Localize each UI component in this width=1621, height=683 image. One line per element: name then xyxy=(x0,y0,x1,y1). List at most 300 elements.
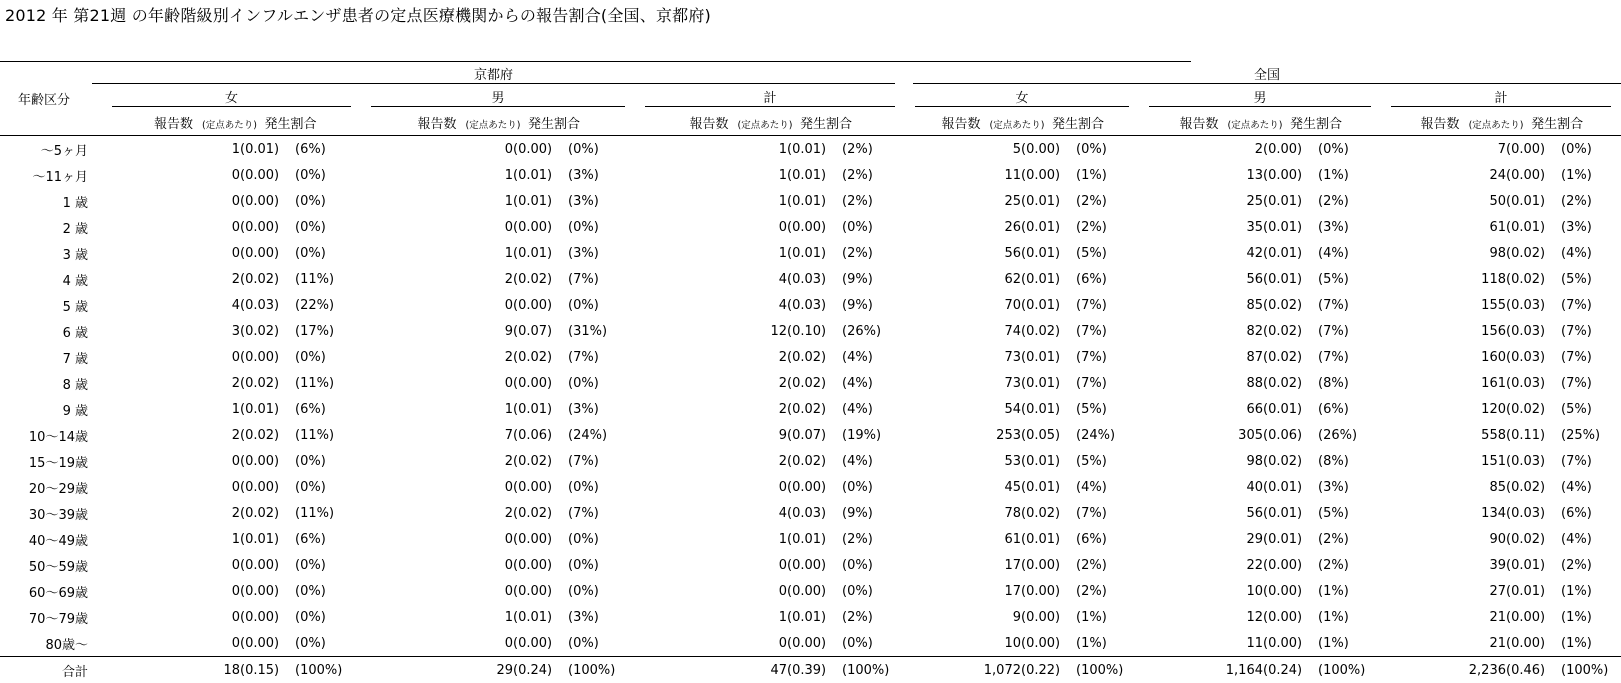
cell-per-sentinel: (0.01) xyxy=(240,396,295,422)
subcolumn-per-label: (定点あたり) xyxy=(1461,117,1531,131)
cell-ratio: (100%) xyxy=(1318,657,1381,683)
cell-count: 25 xyxy=(905,188,1021,214)
cell-count: 54 xyxy=(905,396,1021,422)
cell-count: 4 xyxy=(88,292,240,318)
cell-ratio: (0%) xyxy=(842,214,905,240)
cell-count: 0 xyxy=(635,552,787,578)
cell-count: 0 xyxy=(361,526,513,552)
cell-count: 0 xyxy=(361,292,513,318)
cell-ratio: (3%) xyxy=(568,240,635,266)
cell-per-sentinel: (0.01) xyxy=(240,136,295,163)
cell-ratio: (1%) xyxy=(1076,604,1139,630)
cell-count: 134 xyxy=(1381,500,1506,526)
cell-ratio: (2%) xyxy=(842,188,905,214)
subcolumn-header-group xyxy=(1381,109,1621,136)
cell-ratio: (7%) xyxy=(1076,500,1139,526)
cell-per-sentinel: (0.02) xyxy=(240,500,295,526)
cell-ratio: (2%) xyxy=(1076,214,1139,240)
cell-per-sentinel: (0.02) xyxy=(1263,318,1318,344)
cell-count: 1 xyxy=(88,136,240,163)
cell-count: 47 xyxy=(635,657,787,683)
cell-ratio: (3%) xyxy=(568,604,635,630)
cell-per-sentinel: (0.00) xyxy=(240,604,295,630)
subcolumn-per-label: (定点あたり) xyxy=(730,117,800,131)
cell-count: 0 xyxy=(88,240,240,266)
cell-count: 17 xyxy=(905,578,1021,604)
cell-per-sentinel: (0.01) xyxy=(1506,578,1561,604)
cell-ratio: (7%) xyxy=(1076,370,1139,396)
cell-per-sentinel: (0.01) xyxy=(1021,266,1076,292)
cell-ratio: (4%) xyxy=(1561,474,1621,500)
cell-ratio: (0%) xyxy=(842,552,905,578)
cell-count: 2 xyxy=(361,500,513,526)
cell-per-sentinel: (0.01) xyxy=(1021,292,1076,318)
cell-per-sentinel: (0.00) xyxy=(240,214,295,240)
cell-count: 2 xyxy=(361,448,513,474)
cell-ratio: (4%) xyxy=(842,396,905,422)
cell-per-sentinel: (0.02) xyxy=(1506,266,1561,292)
cell-per-sentinel: (0.01) xyxy=(1021,188,1076,214)
cell-per-sentinel: (0.22) xyxy=(1021,657,1076,683)
cell-count: 9 xyxy=(635,422,787,448)
sex-header-label: 女 xyxy=(112,87,351,107)
cell-count: 87 xyxy=(1139,344,1263,370)
cell-count: 2 xyxy=(635,344,787,370)
cell-ratio: (1%) xyxy=(1318,630,1381,657)
cell-ratio: (6%) xyxy=(1076,266,1139,292)
cell-count: 1 xyxy=(361,240,513,266)
table-row xyxy=(0,370,1621,396)
cell-per-sentinel: (0.03) xyxy=(787,500,842,526)
cell-ratio: (7%) xyxy=(568,344,635,370)
cell-count: 0 xyxy=(635,630,787,657)
cell-ratio: (3%) xyxy=(1318,214,1381,240)
cell-count: 26 xyxy=(905,214,1021,240)
cell-ratio: (7%) xyxy=(1076,292,1139,318)
subcolumn-ratio-label: 発生割合 xyxy=(528,113,580,132)
age-group-label: 60～69歳 xyxy=(0,578,88,604)
cell-ratio: (5%) xyxy=(1076,448,1139,474)
cell-per-sentinel: (0.06) xyxy=(513,422,568,448)
cell-ratio: (5%) xyxy=(1076,396,1139,422)
sex-header-label: 計 xyxy=(1391,87,1611,107)
cell-ratio: (3%) xyxy=(568,188,635,214)
age-group-header: 年齢区分 xyxy=(0,62,88,136)
table-row xyxy=(0,578,1621,604)
cell-per-sentinel: (0.01) xyxy=(1021,240,1076,266)
cell-ratio: (0%) xyxy=(568,370,635,396)
cell-per-sentinel: (0.01) xyxy=(1263,396,1318,422)
cell-count: 12 xyxy=(1139,604,1263,630)
cell-per-sentinel: (0.05) xyxy=(1021,422,1076,448)
cell-ratio: (0%) xyxy=(295,344,361,370)
cell-count: 1 xyxy=(361,188,513,214)
cell-count: 4 xyxy=(635,292,787,318)
cell-ratio: (0%) xyxy=(1318,136,1381,163)
cell-count: 22 xyxy=(1139,552,1263,578)
cell-ratio: (2%) xyxy=(842,240,905,266)
cell-per-sentinel: (0.10) xyxy=(787,318,842,344)
sex-header-kyoto-1 xyxy=(361,85,635,109)
cell-per-sentinel: (0.02) xyxy=(513,500,568,526)
cell-count: 2 xyxy=(635,448,787,474)
cell-ratio: (1%) xyxy=(1076,162,1139,188)
cell-per-sentinel: (0.01) xyxy=(1263,188,1318,214)
cell-count: 56 xyxy=(905,240,1021,266)
cell-per-sentinel: (0.02) xyxy=(1263,370,1318,396)
subcolumn-ratio-label: 発生割合 xyxy=(800,113,852,132)
sex-header-row xyxy=(0,85,1621,109)
cell-count: 3 xyxy=(88,318,240,344)
cell-count: 253 xyxy=(905,422,1021,448)
cell-count: 50 xyxy=(1381,188,1506,214)
cell-count: 155 xyxy=(1381,292,1506,318)
cell-ratio: (6%) xyxy=(1076,526,1139,552)
cell-ratio: (1%) xyxy=(1561,162,1621,188)
cell-count: 0 xyxy=(88,214,240,240)
age-group-label: 6 歳 xyxy=(0,318,88,344)
cell-per-sentinel: (0.01) xyxy=(1506,552,1561,578)
cell-ratio: (3%) xyxy=(1318,474,1381,500)
cell-count: 1 xyxy=(635,162,787,188)
cell-per-sentinel: (0.00) xyxy=(240,474,295,500)
cell-per-sentinel: (0.01) xyxy=(1506,188,1561,214)
sex-header-national-0 xyxy=(905,85,1139,109)
cell-count: 9 xyxy=(905,604,1021,630)
cell-per-sentinel: (0.02) xyxy=(1263,344,1318,370)
cell-ratio: (5%) xyxy=(1561,396,1621,422)
cell-ratio: (1%) xyxy=(1076,630,1139,657)
cell-ratio: (4%) xyxy=(1076,474,1139,500)
age-group-label: ～5ヶ月 xyxy=(0,136,88,163)
cell-per-sentinel: (0.02) xyxy=(240,422,295,448)
age-group-label: 7 歳 xyxy=(0,344,88,370)
sex-header-kyoto-2 xyxy=(635,85,905,109)
cell-ratio: (100%) xyxy=(842,657,905,683)
cell-per-sentinel: (0.00) xyxy=(1506,136,1561,163)
cell-ratio: (6%) xyxy=(295,526,361,552)
cell-count: 1 xyxy=(635,188,787,214)
table-row xyxy=(0,630,1621,657)
sex-header-label: 男 xyxy=(371,87,625,107)
table-row xyxy=(0,266,1621,292)
cell-ratio: (9%) xyxy=(842,500,905,526)
cell-count: 0 xyxy=(361,552,513,578)
cell-per-sentinel: (0.00) xyxy=(513,136,568,163)
cell-ratio: (1%) xyxy=(1318,578,1381,604)
cell-count: 0 xyxy=(361,136,513,163)
cell-ratio: (2%) xyxy=(842,136,905,163)
cell-per-sentinel: (0.24) xyxy=(1263,657,1318,683)
cell-count: 25 xyxy=(1139,188,1263,214)
subcolumn-ratio-label: 発生割合 xyxy=(1531,113,1583,132)
age-group-label: 5 歳 xyxy=(0,292,88,318)
cell-per-sentinel: (0.00) xyxy=(1506,604,1561,630)
cell-ratio: (11%) xyxy=(295,266,361,292)
cell-ratio: (17%) xyxy=(295,318,361,344)
age-group-label: 50～59歳 xyxy=(0,552,88,578)
sex-header-label: 計 xyxy=(645,87,895,107)
cell-ratio: (2%) xyxy=(1561,552,1621,578)
cell-ratio: (4%) xyxy=(842,344,905,370)
cell-per-sentinel: (0.00) xyxy=(240,448,295,474)
cell-count: 85 xyxy=(1381,474,1506,500)
cell-ratio: (0%) xyxy=(568,136,635,163)
cell-per-sentinel: (0.01) xyxy=(513,188,568,214)
cell-ratio: (0%) xyxy=(568,526,635,552)
cell-count: 2 xyxy=(88,500,240,526)
cell-count: 0 xyxy=(88,604,240,630)
cell-ratio: (100%) xyxy=(1076,657,1139,683)
cell-count: 24 xyxy=(1381,162,1506,188)
table-row xyxy=(0,422,1621,448)
cell-per-sentinel: (0.00) xyxy=(1263,552,1318,578)
cell-count: 70 xyxy=(905,292,1021,318)
cell-ratio: (7%) xyxy=(1318,292,1381,318)
age-group-label: 2 歳 xyxy=(0,214,88,240)
cell-per-sentinel: (0.01) xyxy=(240,526,295,552)
cell-count: 98 xyxy=(1139,448,1263,474)
cell-ratio: (7%) xyxy=(1561,292,1621,318)
cell-count: 1 xyxy=(635,604,787,630)
cell-count: 73 xyxy=(905,370,1021,396)
cell-ratio: (0%) xyxy=(842,578,905,604)
cell-ratio: (0%) xyxy=(1076,136,1139,163)
cell-per-sentinel: (0.02) xyxy=(787,448,842,474)
cell-count: 9 xyxy=(361,318,513,344)
cell-count: 39 xyxy=(1381,552,1506,578)
cell-count: 2 xyxy=(361,344,513,370)
cell-per-sentinel: (0.02) xyxy=(1021,318,1076,344)
cell-count: 4 xyxy=(635,266,787,292)
cell-per-sentinel: (0.00) xyxy=(787,578,842,604)
cell-per-sentinel: (0.03) xyxy=(1506,370,1561,396)
cell-ratio: (22%) xyxy=(295,292,361,318)
cell-ratio: (0%) xyxy=(568,552,635,578)
cell-per-sentinel: (0.00) xyxy=(1021,604,1076,630)
cell-per-sentinel: (0.00) xyxy=(1263,136,1318,163)
cell-count: 11 xyxy=(1139,630,1263,657)
subcolumn-per-label: (定点あたり) xyxy=(1220,117,1290,131)
cell-ratio: (7%) xyxy=(1318,344,1381,370)
cell-ratio: (7%) xyxy=(568,500,635,526)
cell-ratio: (2%) xyxy=(1076,578,1139,604)
cell-ratio: (2%) xyxy=(1076,188,1139,214)
subcolumn-count-label: 報告数 xyxy=(688,113,730,132)
cell-count: 10 xyxy=(1139,578,1263,604)
cell-per-sentinel: (0.00) xyxy=(1506,630,1561,657)
subcolumn-per-label: (定点あたり) xyxy=(982,117,1052,131)
cell-per-sentinel: (0.03) xyxy=(1506,500,1561,526)
cell-ratio: (0%) xyxy=(295,214,361,240)
page-title: 2012 年 第21週 の年齢階級別インフルエンザ患者の定点医療機関からの報告割合(全国、京都府) xyxy=(5,3,711,26)
cell-count: 5 xyxy=(905,136,1021,163)
cell-count: 0 xyxy=(635,474,787,500)
cell-count: 98 xyxy=(1381,240,1506,266)
cell-count: 160 xyxy=(1381,344,1506,370)
cell-per-sentinel: (0.00) xyxy=(1021,552,1076,578)
cell-count: 156 xyxy=(1381,318,1506,344)
cell-per-sentinel: (0.01) xyxy=(1021,474,1076,500)
cell-count: 0 xyxy=(361,214,513,240)
cell-ratio: (11%) xyxy=(295,370,361,396)
cell-ratio: (6%) xyxy=(295,136,361,163)
cell-ratio: (3%) xyxy=(568,396,635,422)
cell-per-sentinel: (0.01) xyxy=(1021,526,1076,552)
table-row xyxy=(0,292,1621,318)
cell-ratio: (8%) xyxy=(1318,448,1381,474)
region-header-national: 全国 xyxy=(905,62,1621,85)
cell-per-sentinel: (0.02) xyxy=(513,344,568,370)
cell-count: 85 xyxy=(1139,292,1263,318)
cell-ratio: (2%) xyxy=(842,162,905,188)
cell-per-sentinel: (0.01) xyxy=(1263,266,1318,292)
subcolumn-header-row xyxy=(0,109,1621,136)
cell-per-sentinel: (0.00) xyxy=(240,344,295,370)
cell-per-sentinel: (0.00) xyxy=(513,292,568,318)
cell-ratio: (7%) xyxy=(1561,370,1621,396)
age-group-label: 3 歳 xyxy=(0,240,88,266)
cell-count: 120 xyxy=(1381,396,1506,422)
cell-ratio: (4%) xyxy=(842,370,905,396)
cell-count: 1 xyxy=(88,396,240,422)
subcolumn-header-group xyxy=(88,109,361,136)
cell-per-sentinel: (0.00) xyxy=(1506,162,1561,188)
cell-per-sentinel: (0.00) xyxy=(787,474,842,500)
cell-ratio: (3%) xyxy=(568,162,635,188)
cell-per-sentinel: (0.02) xyxy=(240,318,295,344)
cell-count: 0 xyxy=(88,162,240,188)
cell-count: 0 xyxy=(88,344,240,370)
cell-ratio: (7%) xyxy=(1318,318,1381,344)
table-row xyxy=(0,396,1621,422)
cell-per-sentinel: (0.00) xyxy=(1263,162,1318,188)
age-group-label: 40～49歳 xyxy=(0,526,88,552)
age-group-label: 10～14歳 xyxy=(0,422,88,448)
cell-count: 12 xyxy=(635,318,787,344)
cell-ratio: (0%) xyxy=(568,474,635,500)
cell-count: 7 xyxy=(1381,136,1506,163)
cell-per-sentinel: (0.00) xyxy=(513,526,568,552)
cell-per-sentinel: (0.01) xyxy=(1263,474,1318,500)
cell-per-sentinel: (0.00) xyxy=(513,474,568,500)
cell-ratio: (31%) xyxy=(568,318,635,344)
cell-count: 0 xyxy=(361,630,513,657)
cell-count: 1 xyxy=(361,604,513,630)
age-group-label: 8 歳 xyxy=(0,370,88,396)
cell-per-sentinel: (0.01) xyxy=(513,162,568,188)
table-row xyxy=(0,214,1621,240)
cell-ratio: (1%) xyxy=(1561,578,1621,604)
cell-per-sentinel: (0.02) xyxy=(1263,448,1318,474)
cell-count: 4 xyxy=(635,500,787,526)
cell-ratio: (0%) xyxy=(295,578,361,604)
cell-per-sentinel: (0.06) xyxy=(1263,422,1318,448)
cell-per-sentinel: (0.03) xyxy=(787,292,842,318)
table-row xyxy=(0,344,1621,370)
cell-per-sentinel: (0.01) xyxy=(1021,214,1076,240)
cell-ratio: (6%) xyxy=(295,396,361,422)
cell-ratio: (0%) xyxy=(568,214,635,240)
table-row xyxy=(0,162,1621,188)
cell-per-sentinel: (0.02) xyxy=(1506,396,1561,422)
cell-count: 1 xyxy=(88,526,240,552)
age-group-label: 70～79歳 xyxy=(0,604,88,630)
cell-ratio: (0%) xyxy=(295,474,361,500)
subcolumn-header-group xyxy=(635,109,905,136)
cell-ratio: (4%) xyxy=(1561,240,1621,266)
cell-count: 90 xyxy=(1381,526,1506,552)
table-row xyxy=(0,604,1621,630)
cell-ratio: (5%) xyxy=(1561,266,1621,292)
cell-ratio: (19%) xyxy=(842,422,905,448)
cell-count: 1,164 xyxy=(1139,657,1263,683)
cell-ratio: (1%) xyxy=(1318,162,1381,188)
cell-ratio: (6%) xyxy=(1318,396,1381,422)
cell-per-sentinel: (0.02) xyxy=(1263,292,1318,318)
cell-per-sentinel: (0.02) xyxy=(240,370,295,396)
cell-ratio: (2%) xyxy=(1318,526,1381,552)
region-header-kyoto: 京都府 xyxy=(88,62,905,85)
cell-count: 2 xyxy=(88,370,240,396)
cell-count: 82 xyxy=(1139,318,1263,344)
cell-count: 21 xyxy=(1381,630,1506,657)
cell-count: 2 xyxy=(88,422,240,448)
cell-ratio: (0%) xyxy=(568,292,635,318)
cell-per-sentinel: (0.11) xyxy=(1506,422,1561,448)
cell-per-sentinel: (0.46) xyxy=(1506,657,1561,683)
table-row xyxy=(0,552,1621,578)
cell-per-sentinel: (0.02) xyxy=(240,266,295,292)
cell-per-sentinel: (0.00) xyxy=(513,214,568,240)
cell-per-sentinel: (0.07) xyxy=(787,422,842,448)
cell-count: 0 xyxy=(88,552,240,578)
subcolumn-header-group xyxy=(1139,109,1381,136)
cell-ratio: (5%) xyxy=(1318,500,1381,526)
cell-count: 0 xyxy=(635,578,787,604)
table-row xyxy=(0,474,1621,500)
age-group-label: 20～29歳 xyxy=(0,474,88,500)
cell-ratio: (24%) xyxy=(568,422,635,448)
cell-ratio: (0%) xyxy=(1561,136,1621,163)
cell-per-sentinel: (0.01) xyxy=(1263,500,1318,526)
cell-per-sentinel: (0.00) xyxy=(1021,136,1076,163)
cell-count: 2 xyxy=(361,266,513,292)
age-group-label: ～11ヶ月 xyxy=(0,162,88,188)
age-group-label: 15～19歳 xyxy=(0,448,88,474)
age-group-label: 30～39歳 xyxy=(0,500,88,526)
subcolumn-ratio-label: 発生割合 xyxy=(1290,113,1342,132)
cell-ratio: (24%) xyxy=(1076,422,1139,448)
cell-count: 35 xyxy=(1139,214,1263,240)
cell-count: 2 xyxy=(88,266,240,292)
cell-ratio: (1%) xyxy=(1318,604,1381,630)
cell-per-sentinel: (0.00) xyxy=(1263,630,1318,657)
cell-per-sentinel: (0.01) xyxy=(513,240,568,266)
cell-per-sentinel: (0.00) xyxy=(1263,578,1318,604)
cell-ratio: (2%) xyxy=(1561,188,1621,214)
cell-per-sentinel: (0.01) xyxy=(787,240,842,266)
cell-per-sentinel: (0.00) xyxy=(1263,604,1318,630)
subcolumn-header-group xyxy=(361,109,635,136)
cell-per-sentinel: (0.01) xyxy=(1263,526,1318,552)
cell-ratio: (2%) xyxy=(1318,552,1381,578)
cell-per-sentinel: (0.00) xyxy=(513,630,568,657)
cell-per-sentinel: (0.01) xyxy=(787,162,842,188)
cell-ratio: (9%) xyxy=(842,292,905,318)
cell-ratio: (4%) xyxy=(1318,240,1381,266)
subcolumn-per-label: (定点あたり) xyxy=(195,117,265,131)
